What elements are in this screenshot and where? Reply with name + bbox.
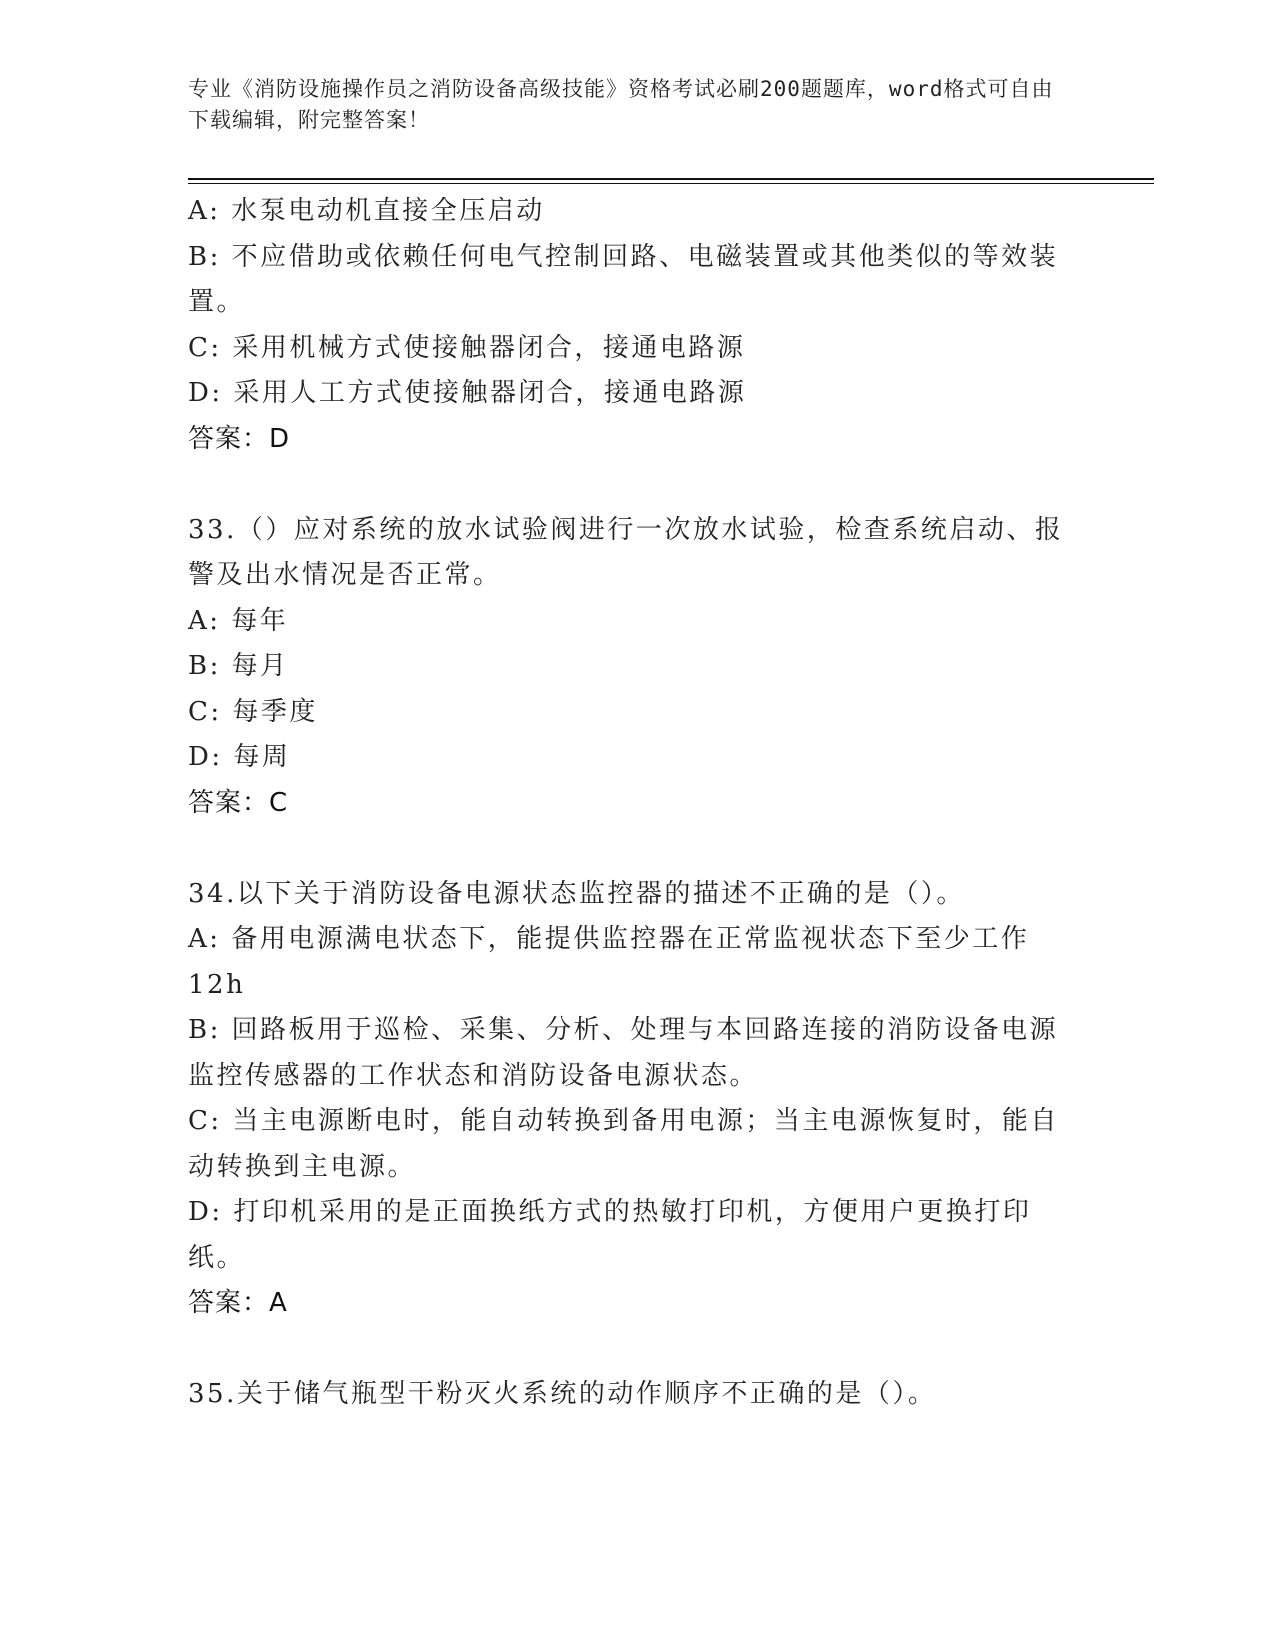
q33-option-a: A: 每年 <box>188 605 289 636</box>
document-header: 专业《消防设施操作员之消防设备高级技能》资格考试必刷200题题库，word格式可自由下载编辑，附完整答案！ <box>188 77 1054 132</box>
q33-option-c: C: 每季度 <box>188 696 318 727</box>
q33-stem: 33.（）应对系统的放水试验阀进行一次放水试验，检查系统启动、报警及出水情况是否正常。 <box>188 514 1064 590</box>
q32-option-c: C: 采用机械方式使接触器闭合，接通电路源 <box>188 332 746 363</box>
q34-option-b: B: 回路板用于巡检、采集、分析、处理与本回路连接的消防设备电源监控传感器的工作状态和消防设备电源状态。 <box>188 1015 1059 1091</box>
q32-option-b: B: 不应借助或依赖任何电气控制回路、电磁装置或其他类似的等效装置。 <box>188 241 1059 317</box>
q34-option-c: C: 当主电源断电时，能自动转换到备用电源；当主电源恢复时，能自动转换到主电源。 <box>188 1106 1059 1182</box>
q34-answer: 答案：A <box>188 1288 288 1318</box>
question-gap <box>188 462 1068 508</box>
q33-answer: 答案：C <box>188 787 289 818</box>
question-gap <box>188 1327 1068 1373</box>
q33-option-d: D: 每周 <box>188 742 291 772</box>
q34-stem: 34.以下关于消防设备电源状态监控器的描述不正确的是（）。 <box>188 878 965 909</box>
header-rule-thick <box>188 178 1154 180</box>
header-rule-thin <box>188 183 1154 184</box>
q32-option-a: A: 水泵电动机直接全压启动 <box>188 196 545 226</box>
question-gap <box>188 826 1068 872</box>
q32-answer: 答案：D <box>188 423 291 454</box>
q34-option-a: A: 备用电源满电状态下，能提供监控器在正常监视状态下至少工作12h <box>188 924 1030 1000</box>
q35-stem: 35.关于储气瓶型干粉灭火系统的动作顺序不正确的是（）。 <box>188 1379 937 1409</box>
question-content <box>188 189 1068 1418</box>
q32-option-d: D: 采用人工方式使接触器闭合，接通电路源 <box>188 378 747 408</box>
q33-option-b: B: 每月 <box>188 651 289 681</box>
q34-option-d: D: 打印机采用的是正面换纸方式的热敏打印机，方便用户更换打印纸。 <box>188 1197 1032 1273</box>
